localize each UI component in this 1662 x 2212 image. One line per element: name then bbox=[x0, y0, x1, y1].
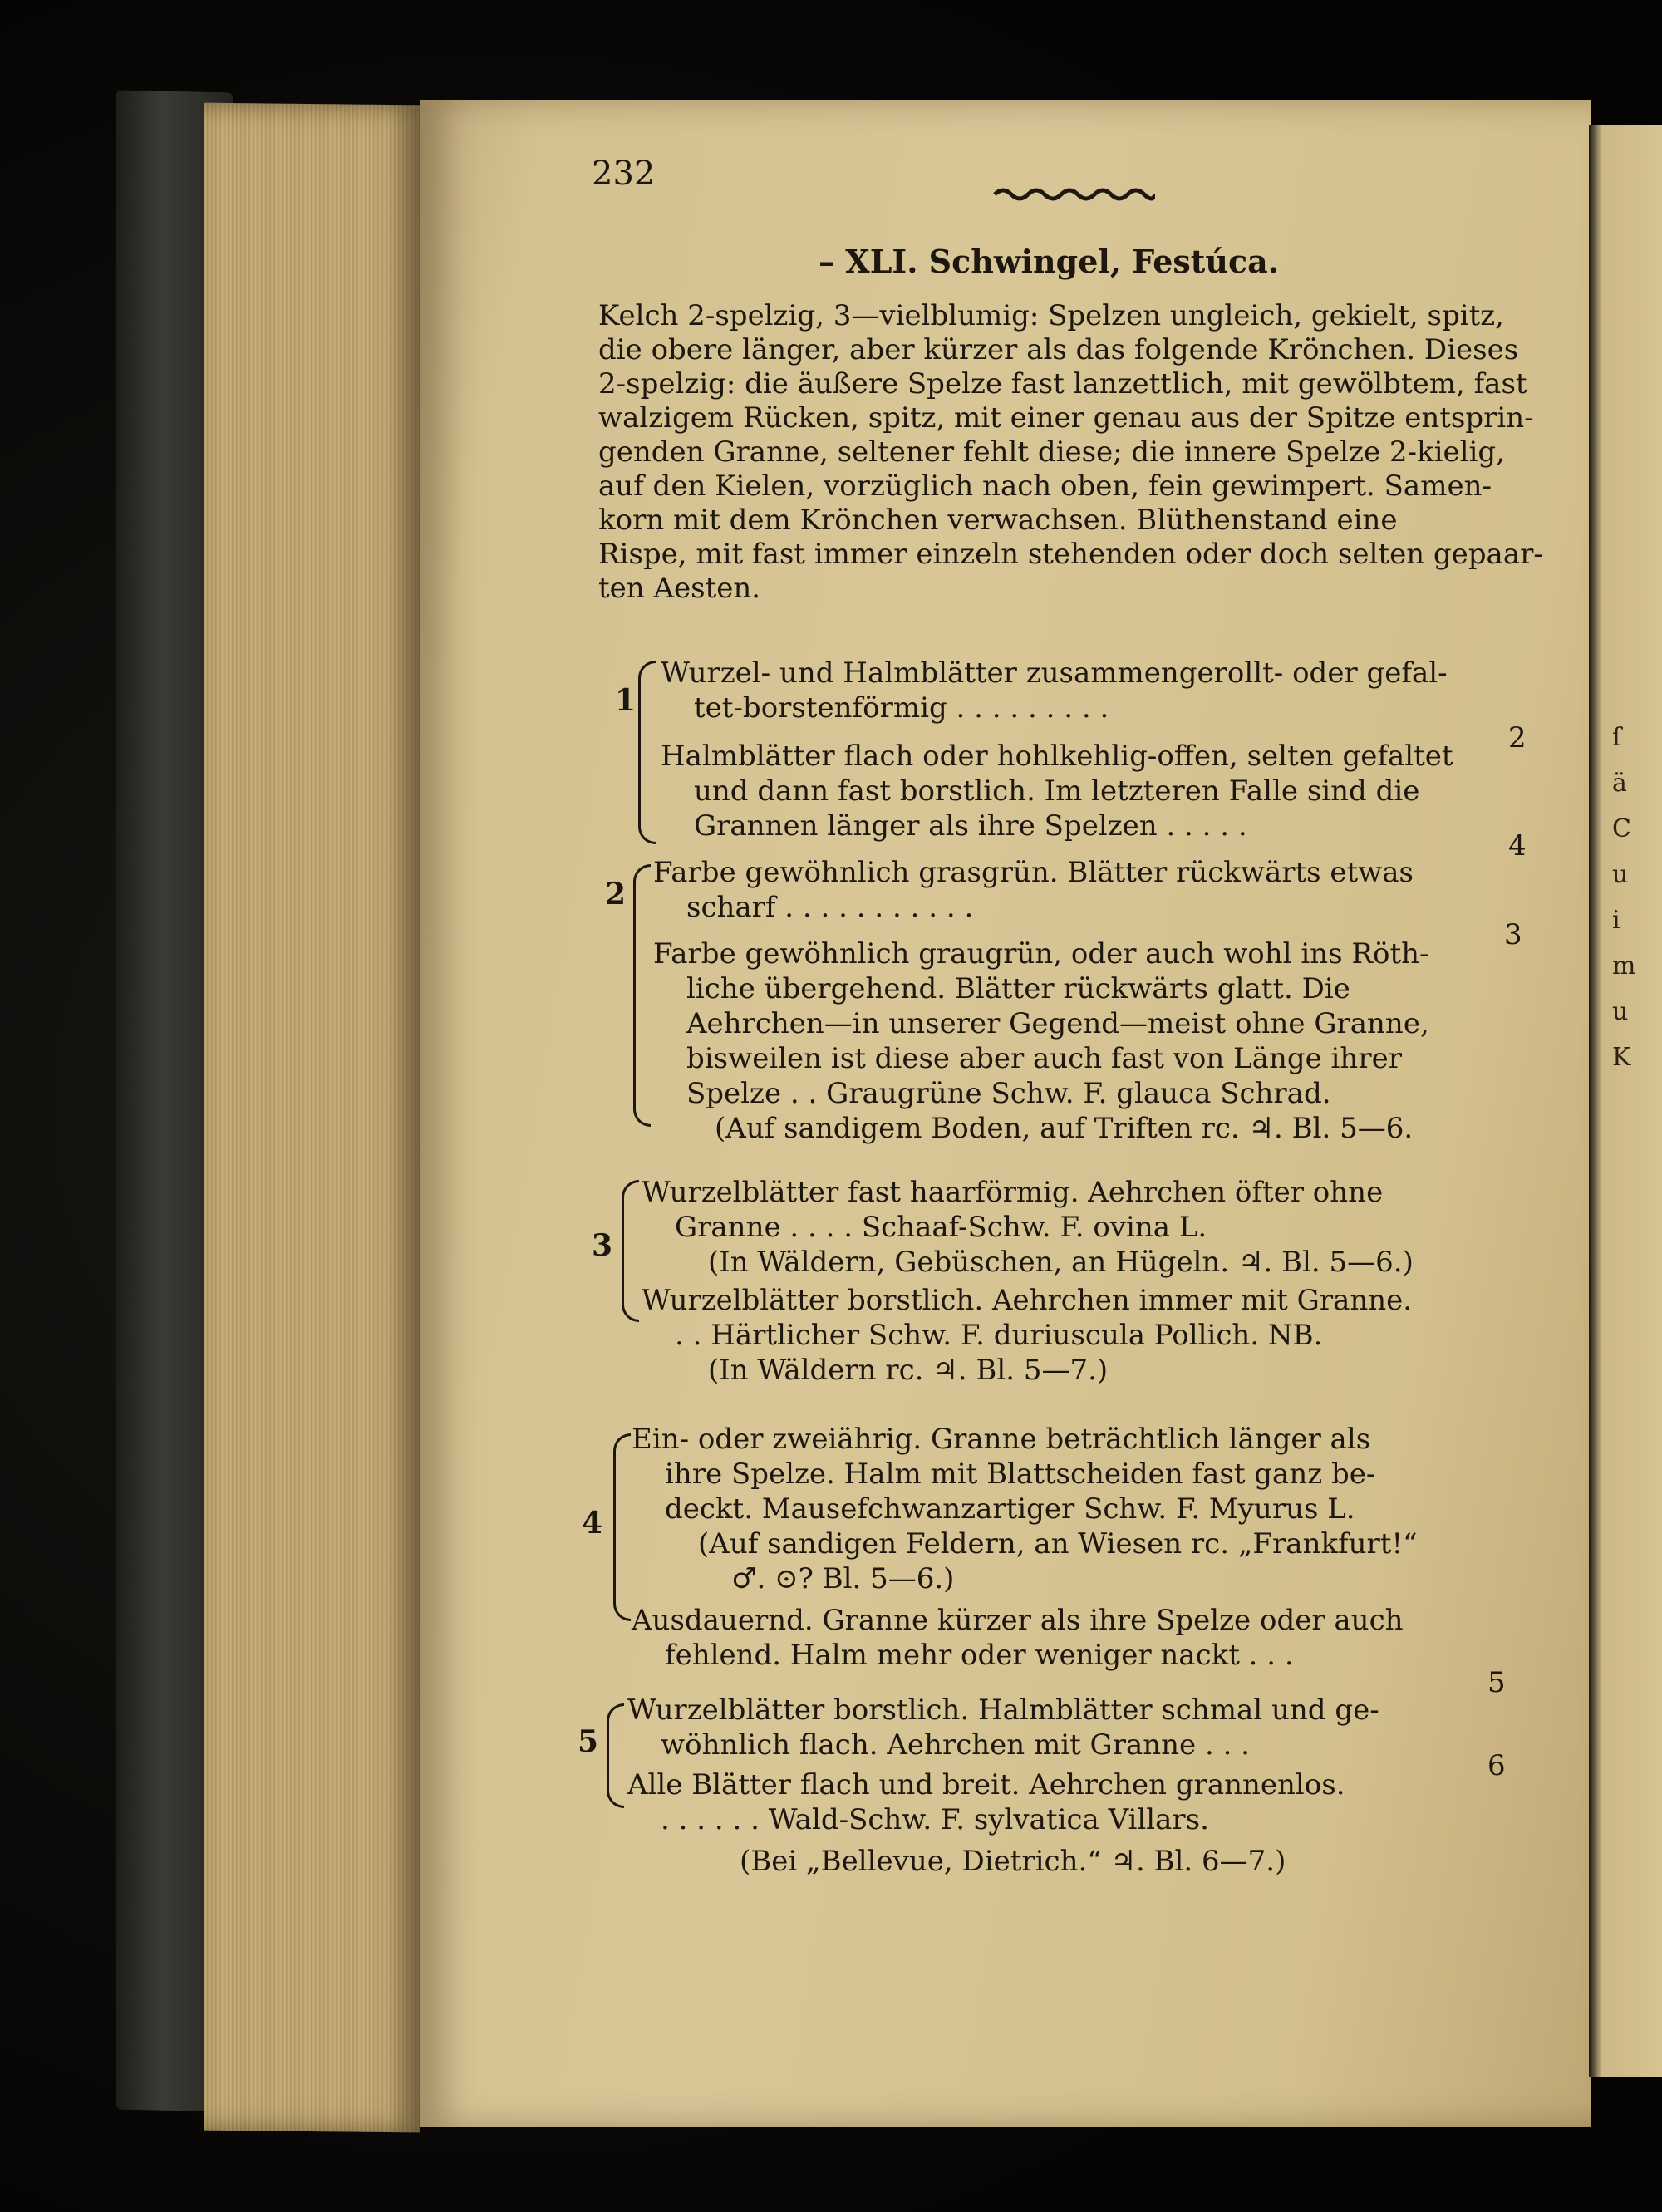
key-reference: 6 bbox=[1487, 1749, 1506, 1782]
key-brace bbox=[633, 864, 651, 1127]
key-line: wöhnlich flach. Aehrchen mit Granne . . . bbox=[661, 1728, 1250, 1762]
key-reference: 4 bbox=[1508, 829, 1527, 863]
key-line: . . . . . . Wald-Schw. F. sylvatica Villars. bbox=[661, 1803, 1209, 1836]
key-line: Farbe gewöhnlich graugrün, oder auch wohl ins Röth- bbox=[653, 937, 1429, 971]
key-line: und dann fast borstlich. Im letzteren Falle sind die bbox=[694, 774, 1420, 808]
next-page-fragment: C bbox=[1612, 814, 1631, 843]
next-page-fragment: i bbox=[1612, 906, 1620, 935]
key-line: (Auf sandigen Feldern, an Wiesen rc. „Frankfurt!“ bbox=[698, 1527, 1418, 1561]
key-reference: 2 bbox=[1508, 721, 1527, 755]
key-line: Aehrchen—in unserer Gegend—meist ohne Granne, bbox=[686, 1007, 1429, 1040]
key-line: Ausdauernd. Granne kürzer als ihre Spelze oder auch bbox=[632, 1604, 1404, 1637]
key-line: deckt. Mausefchwanzartiger Schw. F. Myurus L. bbox=[665, 1492, 1355, 1526]
key-line: (In Wäldern rc. ♃. Bl. 5—7.) bbox=[708, 1354, 1109, 1387]
key-line: . . Härtlicher Schw. F. duriuscula Pollich. NB. bbox=[675, 1319, 1323, 1352]
next-page-sliver bbox=[1589, 125, 1662, 2077]
key-brace bbox=[607, 1703, 624, 1808]
next-page-fragment: K bbox=[1612, 1043, 1631, 1072]
key-line: Alle Blätter flach und breit. Aehrchen grannenlos. bbox=[627, 1768, 1345, 1802]
description-line: Rispe, mit fast immer einzeln stehenden oder doch selten gepaar- bbox=[598, 538, 1543, 571]
description-line: ten Aesten. bbox=[598, 572, 761, 605]
key-line: fehlend. Halm mehr oder weniger nackt . . . bbox=[665, 1639, 1294, 1672]
key-group-number: 2 bbox=[605, 877, 627, 912]
key-line: Halmblätter flach oder hohlkehlig-offen, selten gefaltet bbox=[661, 740, 1453, 773]
key-line: (In Wäldern, Gebüschen, an Hügeln. ♃. Bl. 5—6.) bbox=[708, 1246, 1414, 1279]
key-group-number: 4 bbox=[582, 1506, 603, 1541]
key-brace bbox=[622, 1180, 639, 1322]
section-heading: – XLI. Schwingel, Festúca. bbox=[819, 243, 1279, 280]
ornament-rule bbox=[993, 184, 1155, 203]
key-line: Wurzelblätter fast haarförmig. Aehrchen öfter ohne bbox=[642, 1176, 1384, 1209]
description-line: 2-spelzig: die äußere Spelze fast lanzettlich, mit gewölbtem, fast bbox=[598, 367, 1527, 401]
description-line: walzigem Rücken, spitz, mit einer genau aus der Spitze entsprin- bbox=[598, 401, 1534, 435]
description-line: korn mit dem Krönchen verwachsen. Blüthenstand eine bbox=[598, 504, 1398, 537]
next-page-fragment: ſ bbox=[1612, 723, 1622, 752]
key-group-number: 3 bbox=[592, 1228, 613, 1263]
key-line: liche übergehend. Blätter rückwärts glatt. Die bbox=[686, 972, 1350, 1005]
key-line: Wurzel- und Halmblätter zusammengerollt- oder gefal- bbox=[661, 656, 1448, 690]
key-line: Spelze . . Graugrüne Schw. F. glauca Schrad. bbox=[686, 1077, 1331, 1110]
page-block-edge bbox=[204, 103, 420, 2133]
key-line: Wurzelblätter borstlich. Halmblätter schmal und ge- bbox=[627, 1693, 1379, 1727]
key-line: ihre Spelze. Halm mit Blattscheiden fast ganz be- bbox=[665, 1457, 1376, 1491]
description-line: Kelch 2-spelzig, 3—vielblumig: Spelzen ungleich, gekielt, spitz, bbox=[598, 299, 1504, 332]
key-reference: 3 bbox=[1504, 918, 1522, 951]
key-group-number: 1 bbox=[615, 683, 637, 718]
next-page-fragment: ä bbox=[1612, 769, 1627, 798]
key-line: Farbe gewöhnlich grasgrün. Blätter rückwärts etwas bbox=[653, 856, 1414, 889]
key-line: Granne . . . . Schaaf-Schw. F. ovina L. bbox=[675, 1211, 1207, 1244]
key-reference: 5 bbox=[1487, 1666, 1506, 1699]
key-line: bisweilen ist diese aber auch fast von Länge ihrer bbox=[686, 1042, 1402, 1075]
key-brace bbox=[613, 1433, 631, 1621]
key-group-number: 5 bbox=[578, 1724, 599, 1759]
key-line: (Auf sandigem Boden, auf Triften rc. ♃. Bl. 5—6. bbox=[715, 1112, 1414, 1145]
next-page-fragment: u bbox=[1612, 860, 1629, 889]
key-line: Grannen länger als ihre Spelzen . . . . . bbox=[694, 809, 1247, 843]
key-brace bbox=[638, 661, 656, 844]
description-line: genden Granne, seltener fehlt diese; die innere Spelze 2-kielig, bbox=[598, 435, 1505, 469]
page-number: 232 bbox=[592, 155, 656, 193]
key-line: (Bei „Bellevue, Dietrich.“ ♃. Bl. 6—7.) bbox=[740, 1845, 1286, 1878]
key-line: scharf . . . . . . . . . . . bbox=[686, 891, 974, 924]
key-line: tet-borstenförmig . . . . . . . . . bbox=[694, 691, 1109, 725]
description-line: auf den Kielen, vorzüglich nach oben, fein gewimpert. Samen- bbox=[598, 469, 1492, 503]
description-line: die obere länger, aber kürzer als das folgende Krönchen. Dieses bbox=[598, 333, 1519, 366]
next-page-fragment: m bbox=[1612, 951, 1636, 981]
key-line: Wurzelblätter borstlich. Aehrchen immer mit Granne. bbox=[642, 1284, 1413, 1317]
key-line: Ein- oder zweiährig. Granne beträchtlich länger als bbox=[632, 1423, 1371, 1456]
key-line: ♂. ⊙? Bl. 5—6.) bbox=[731, 1562, 955, 1595]
next-page-fragment: u bbox=[1612, 997, 1629, 1026]
